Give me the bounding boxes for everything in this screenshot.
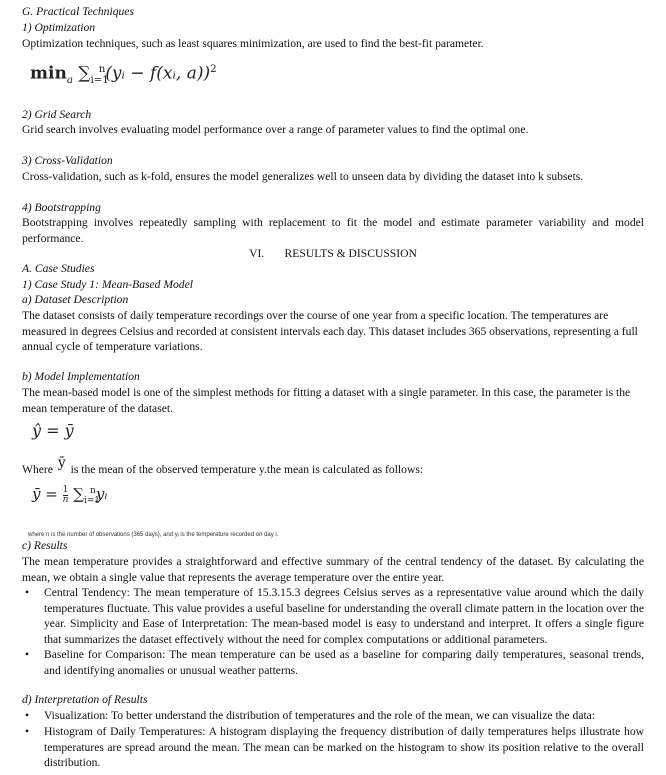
ybar-symbol: ȳ: [57, 455, 66, 471]
bullet-text: Baseline for Comparison: The mean temperature can be used as a baseline for comparing daily temperatures, seasonal trends, and identifying anomalies or unusual weather patterns.: [44, 648, 644, 677]
bullet-text: Histogram of Daily Temperatures: A histogram displaying the frequency distribution of daily temperatures helps illustrate how temperatures are spread around the mean. The mean can be marked on the histogram to show its position relative to the overall distribution.: [44, 725, 644, 770]
results-discussion-heading: VI. RESULTS & DISCUSSION: [249, 247, 417, 260]
bullet-icon: •: [25, 709, 30, 722]
section-g-heading: G. Practical Techniques: [22, 5, 134, 18]
dataset-description-heading: a) Dataset Description: [22, 293, 129, 306]
where-prefix: Where: [22, 463, 53, 476]
least-squares-equation: $\min_a$ $\sum_{i=1}^n(yᵢ$ − f(xᵢ, a))$^2$: [30, 63, 217, 87]
list-item: [22, 724, 644, 771]
optimization-heading: 1) Optimization: [22, 21, 96, 34]
case-study-1-heading: 1) Case Study 1: Mean-Based Model: [22, 278, 193, 291]
bootstrapping-text: Bootstrapping involves repeatedly sampling with replacement to fit the model and estimate parameter variability and model performance.: [22, 216, 644, 245]
list-item: [22, 585, 644, 647]
cross-validation-heading: 3) Cross-Validation: [22, 154, 113, 167]
mean-equation: ȳ = $\frac{1}{n}$ $\sum_{i=1}^nyᵢ$: [32, 484, 108, 506]
dataset-description-text: The dataset consists of daily temperature recordings over the course of one year from a specific location. The temperatures are measured in degrees Celsius and recorded at consistent intervals each day. This dataset includes 365 observations, representing a full annual cycle of temperature variations.: [22, 309, 638, 354]
bullet-text: Central Tendency: The mean temperature of 15.3.15.3 degrees Celsius serves as a representative value around which the daily temperatures fluctuate. This value provides a useful baseline for understanding the overall climate pattern in the location over the year. Simplicity and Ease of Interpretation: The mean-based model is easy to understand and interpret. It offers a single figure that summarizes the dataset effectively without the need for complex computations or additional parameters.: [44, 586, 644, 646]
results-text: The mean temperature provides a straightforward and effective summary of the central tendency of the dataset. By calculating the mean, we obtain a single value that represents the average temperature over the entire year.: [22, 555, 644, 584]
where-suffix: is the mean of the observed temperature y.the mean is calculated as follows:: [70, 463, 424, 476]
model-implementation-text: The mean-based model is one of the simplest methods for fitting a dataset with a single parameter. In this case, the parameter is the mean temperature of the dataset.: [22, 386, 631, 415]
bullet-icon: •: [25, 648, 30, 661]
estimate-equation: ŷ = ȳ: [32, 421, 74, 440]
bullet-text: Visualization: To better understand the distribution of temperatures and the role of the mean, we can visualize the data:: [44, 709, 596, 722]
interpretation-heading: d) Interpretation of Results: [22, 693, 148, 706]
list-item: [22, 708, 644, 724]
bootstrapping-heading: 4) Bootstrapping: [22, 201, 101, 214]
mean-equation-note: where n is the number of observations (365 days), and yᵢ is the temperature recorded on day i.: [28, 532, 279, 538]
cross-validation-text: Cross-validation, such as k-fold, ensures the model generalizes well to unseen data by dividing the dataset into k subsets.: [22, 170, 584, 183]
bullet-icon: •: [25, 586, 30, 599]
where-line: [22, 455, 644, 478]
optimization-text: Optimization techniques, such as least squares minimization, are used to find the best-fit parameter.: [22, 37, 484, 50]
results-heading: c) Results: [22, 539, 68, 552]
bullet-icon: •: [25, 725, 30, 738]
case-studies-heading: A. Case Studies: [22, 262, 95, 275]
grid-search-heading: 2) Grid Search: [22, 108, 92, 121]
model-implementation-heading: b) Model Implementation: [22, 370, 140, 383]
list-item: [22, 647, 644, 678]
grid-search-text: Grid search involves evaluating model performance over a range of parameter values to find the optimal one.: [22, 123, 529, 136]
